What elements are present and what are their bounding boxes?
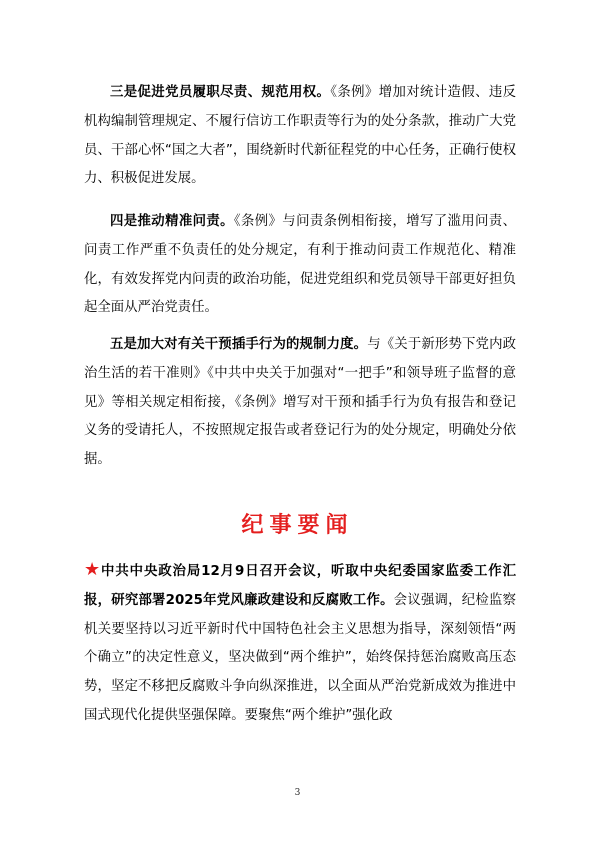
paragraph-body: 《条例》与问责条例相衔接，增写了滥用问责、问责工作严重不负责任的处分规定，有利于推动问责工作规范化、精准化，有效发挥党内问责的政治功能，促进党组织和党员领导干部更好担负起全面从严治党责任。 — [84, 214, 516, 316]
paragraph-body: 与《关于新形势下党内政治生活的若干准则》《中共中央关于加强对“一把手”和领导班子监督的意见》等相关规定相衔接，《条例》增写对干预和插手行为负有报告和登记义务的受请托人，不按照规定报告或者登记行为的处分规定，明确处分依据。 — [84, 337, 517, 468]
paragraph-precise-accountability — [84, 208, 516, 323]
paragraph-performing-duties — [84, 79, 516, 194]
page-number: 3 — [294, 788, 301, 798]
news-item — [84, 556, 516, 731]
paragraph-lead: 四是推动精准问责。 — [110, 214, 234, 229]
star-icon: ★ — [84, 559, 102, 580]
paragraph-body: 《条例》增加对统计造假、违反机构编制管理规定、不履行信访工作职责等行为的处分条款，推动广大党员、干部心怀“国之大者”，围绕新时代新征程党的中心任务，正确行使权力、积极促进发展。 — [84, 85, 516, 187]
paragraph-lead: 三是促进党员履职尽责、规范用权。 — [110, 85, 331, 100]
news-lead: 中共中央政治局12月9日召开会议，听取中央纪委国家监委工作汇报，研究部署2025年党风廉政建设和反腐败工作。 — [84, 564, 516, 608]
section-heading: 纪事要闻 — [241, 513, 354, 538]
news-body: 会议强调，纪检监察机关要坚持以习近平新时代中国特色社会主义思想为指导，深刻领悟“两个确立”的决定性意义，坚决做到“两个维护”，始终保持惩治腐败高压态势，坚定不移把反腐败斗争向纵深推进，以全面从严治党新成效为推进中国式现代化提供坚强保障。要聚焦“两个维护”强化政 — [84, 592, 516, 723]
paragraph-interference-regulation — [84, 331, 516, 475]
paragraph-lead: 五是加大对有关干预插手行为的规制力度。 — [110, 337, 368, 352]
